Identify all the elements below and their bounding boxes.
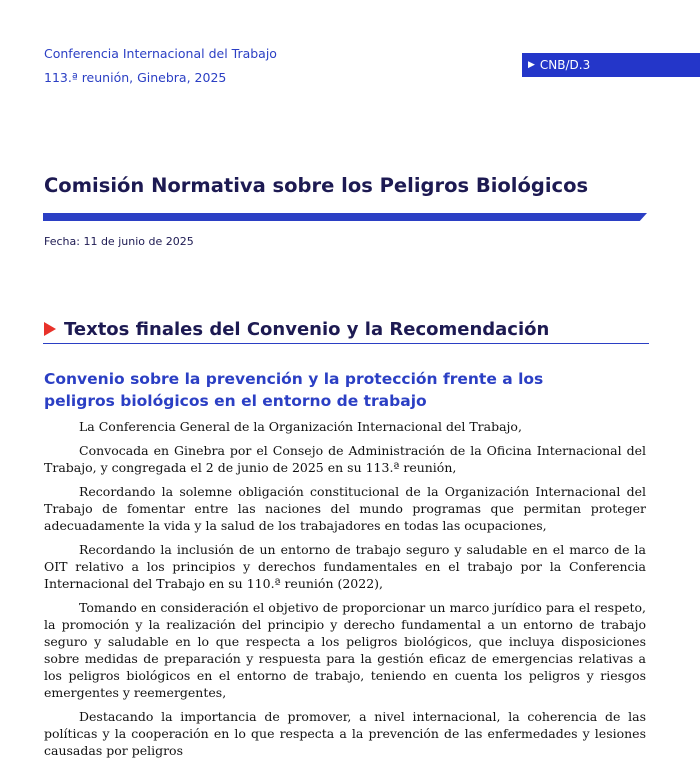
paragraph: Destacando la importancia de promover, a nivel internacional, la coherencia de las políticas y la cooperación en lo que respecta a la prevención de las enfermedades y lesiones causadas por peligros: [44, 709, 646, 758]
play-triangle-icon: ▶: [528, 60, 535, 70]
convention-title: Convenio sobre la prevención y la protección frente a los peligros biológicos en el entorno de trabajo: [44, 370, 544, 410]
section-divider: [43, 343, 649, 344]
paragraph: Recordando la solemne obligación constitucional de la Organización Internacional del Trabajo de fomentar entre las naciones del mundo programas que permitan proteger adecuadamente la vida y la salud de los trabajadores en todas las ocupaciones,: [44, 484, 646, 533]
conference-name: Conferencia Internacional del Trabajo: [44, 46, 277, 61]
title-underline-bar: [43, 213, 647, 221]
document-date: Fecha: 11 de junio de 2025: [44, 235, 194, 248]
section-heading-text: Textos finales del Convenio y la Recomendación: [64, 319, 550, 340]
section-heading: [44, 319, 549, 340]
paragraph: Convocada en Ginebra por el Consejo de Administración de la Oficina Internacional del Trabajo, y congregada el 2 de junio de 2025 en su 113.ª reunión,: [44, 443, 646, 475]
session-info: 113.ª reunión, Ginebra, 2025: [44, 70, 227, 85]
red-triangle-icon: [44, 322, 56, 336]
paragraph: La Conferencia General de la Organización Internacional del Trabajo,: [79, 419, 522, 434]
document-body: [44, 418, 646, 766]
conference-header: [44, 42, 277, 90]
committee-title: Comisión Normativa sobre los Peligros Biológicos: [44, 174, 589, 197]
paragraph: Recordando la inclusión de un entorno de trabajo seguro y saludable en el marco de la OIT relativo a los principios y derechos fundamentales en el trabajo por la Conferencia Internacional del Trabajo en su 110.ª reunión (2022),: [44, 542, 646, 591]
document-code-badge: [522, 53, 700, 77]
paragraph: Tomando en consideración el objetivo de proporcionar un marco jurídico para el respeto, la promoción y la realización del principio y derecho fundamental a un entorno de trabajo seguro y saludable en lo que respecta a los peligros biológicos, que incluya disposiciones sobre medidas de preparación y respuesta para la gestión eficaz de emergencias relativas a los peligros biológicos en el entorno de trabajo, teniendo en cuenta los peligros y riesgos emergentes y reemergentes,: [44, 600, 646, 700]
document-code: CNB/D.3: [539, 58, 591, 72]
